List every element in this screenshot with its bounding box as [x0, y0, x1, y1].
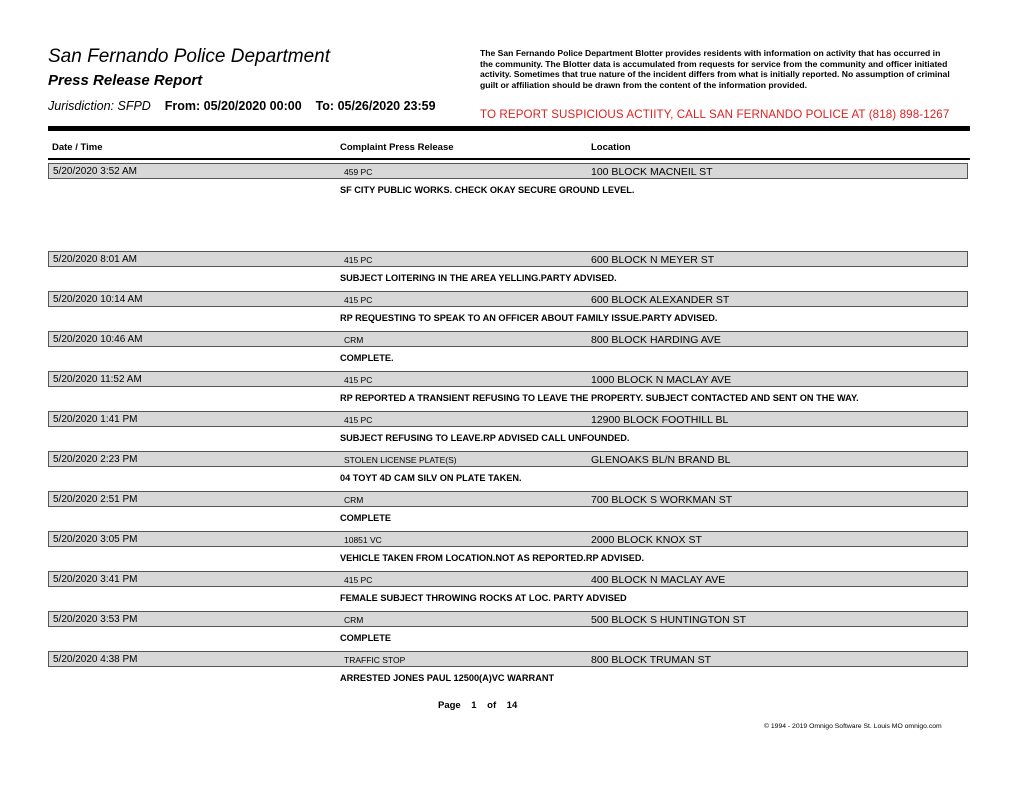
- entry-narrative: SUBJECT LOITERING IN THE AREA YELLING.PARTY ADVISED.: [340, 273, 617, 283]
- to-value: 05/26/2020 23:59: [337, 99, 436, 113]
- entry-narrative: SF CITY PUBLIC WORKS. CHECK OKAY SECURE GROUND LEVEL.: [340, 185, 635, 195]
- entry-narrative: ARRESTED JONES PAUL 12500(A)VC WARRANT: [340, 673, 555, 683]
- entry-complaint: STOLEN LICENSE PLATE(S): [344, 455, 457, 465]
- entry-datetime: 5/20/2020 11:52 AM: [53, 374, 142, 385]
- jurisdiction-line: [48, 99, 436, 113]
- entry-datetime: 5/20/2020 1:41 PM: [53, 414, 138, 425]
- column-header-complaint: Complaint Press Release: [340, 142, 454, 153]
- entry-location: 400 BLOCK N MACLAY AVE: [591, 574, 726, 586]
- from-value: 05/20/2020 00:00: [203, 99, 302, 113]
- entry-complaint: 415 PC: [344, 375, 373, 385]
- entry-complaint: 415 PC: [344, 295, 373, 305]
- entry-location: 600 BLOCK N MEYER ST: [591, 254, 715, 266]
- entry-narrative: SUBJECT REFUSING TO LEAVE.RP ADVISED CALL UNFOUNDED.: [340, 433, 630, 443]
- page-indicator: [438, 700, 517, 711]
- entry-narrative: RP REPORTED A TRANSIENT REFUSING TO LEAVE THE PROPERTY. SUBJECT CONTACTED AND SENT ON THE WAY.: [340, 393, 859, 403]
- column-header-location: Location: [591, 142, 631, 153]
- entry-narrative: COMPLETE: [340, 513, 392, 523]
- entry-datetime: 5/20/2020 8:01 AM: [53, 254, 137, 265]
- entry-datetime: 5/20/2020 4:38 PM: [53, 654, 138, 665]
- report-title: Press Release Report: [48, 72, 203, 89]
- entry-complaint: CRM: [344, 495, 364, 505]
- entry-row: [48, 451, 968, 467]
- entry-datetime: 5/20/2020 3:52 AM: [53, 166, 137, 177]
- entry-datetime: 5/20/2020 3:41 PM: [53, 574, 138, 585]
- entry-location: 500 BLOCK S HUNTINGTON ST: [591, 614, 747, 626]
- department-title: San Fernando Police Department: [48, 46, 330, 67]
- entry-complaint: TRAFFIC STOP: [344, 655, 406, 665]
- page-total: 14: [506, 700, 518, 711]
- page-of-label: of: [487, 700, 497, 711]
- entry-row: [48, 531, 968, 547]
- blotter-disclaimer: The San Fernando Police Department Blotter provides residents with information on activity that has occurred in the community. The Blotter data is accumulated from requests for service from the community and officer initiated activity. Sometimes that true nature of the incident differs from what is initially reported. No assumption of criminal guilt or affiliation should be drawn from the content of the information provided.: [480, 48, 950, 90]
- entry-row: [48, 291, 968, 307]
- entry-complaint: CRM: [344, 335, 364, 345]
- entry-location: 800 BLOCK HARDING AVE: [591, 334, 721, 346]
- entry-narrative: COMPLETE: [340, 633, 392, 643]
- entry-narrative: FEMALE SUBJECT THROWING ROCKS AT LOC. PARTY ADVISED: [340, 593, 627, 603]
- entry-row: [48, 411, 968, 427]
- entry-row: [48, 571, 968, 587]
- report-hotline: TO REPORT SUSPICIOUS ACTIITY, CALL SAN FERNANDO POLICE AT (818) 898-1267: [480, 108, 950, 121]
- header-divider: [48, 126, 970, 131]
- entry-datetime: 5/20/2020 3:53 PM: [53, 614, 138, 625]
- jurisdiction-value: SFPD: [117, 99, 151, 113]
- entry-datetime: 5/20/2020 10:14 AM: [53, 294, 143, 305]
- entry-location: 1000 BLOCK N MACLAY AVE: [591, 374, 732, 386]
- column-header-divider: [48, 158, 970, 160]
- entry-location: 700 BLOCK S WORKMAN ST: [591, 494, 733, 506]
- entry-complaint: 415 PC: [344, 575, 373, 585]
- entry-row: [48, 491, 968, 507]
- entry-location: GLENOAKS BL/N BRAND BL: [591, 454, 731, 466]
- entry-row: [48, 251, 968, 267]
- page-label: Page: [438, 700, 461, 711]
- entry-location: 600 BLOCK ALEXANDER ST: [591, 294, 730, 306]
- entry-datetime: 5/20/2020 3:05 PM: [53, 534, 138, 545]
- entry-complaint: 459 PC: [344, 167, 373, 177]
- entry-row: [48, 331, 968, 347]
- entry-datetime: 5/20/2020 2:23 PM: [53, 454, 138, 465]
- footer-copyright: © 1994 - 2019 Omnigo Software St. Louis MO omnigo.com: [764, 723, 942, 730]
- page-current: 1: [471, 700, 477, 711]
- entry-datetime: 5/20/2020 10:46 AM: [53, 334, 143, 345]
- from-label: From:: [164, 99, 201, 113]
- entry-narrative: VEHICLE TAKEN FROM LOCATION.NOT AS REPORTED.RP ADVISED.: [340, 553, 645, 563]
- entry-location: 100 BLOCK MACNEIL ST: [591, 166, 713, 178]
- entry-complaint: CRM: [344, 615, 364, 625]
- entry-datetime: 5/20/2020 2:51 PM: [53, 494, 138, 505]
- entry-location: 800 BLOCK TRUMAN ST: [591, 654, 712, 666]
- entry-location: 2000 BLOCK KNOX ST: [591, 534, 702, 546]
- entry-row: [48, 371, 968, 387]
- to-label: To:: [315, 99, 335, 113]
- entry-location: 12900 BLOCK FOOTHILL BL: [591, 414, 729, 426]
- entry-narrative: 04 TOYT 4D CAM SILV ON PLATE TAKEN.: [340, 473, 522, 483]
- column-header-datetime: Date / Time: [52, 142, 103, 153]
- entry-complaint: 10851 VC: [344, 535, 382, 545]
- jurisdiction-label: Jurisdiction:: [48, 99, 114, 113]
- entry-row: [48, 611, 968, 627]
- entry-complaint: 415 PC: [344, 415, 373, 425]
- entry-row: [48, 163, 968, 179]
- entry-row: [48, 651, 968, 667]
- entry-narrative: COMPLETE.: [340, 353, 394, 363]
- entry-complaint: 415 PC: [344, 255, 373, 265]
- entry-narrative: RP REQUESTING TO SPEAK TO AN OFFICER ABOUT FAMILY ISSUE.PARTY ADVISED.: [340, 313, 718, 323]
